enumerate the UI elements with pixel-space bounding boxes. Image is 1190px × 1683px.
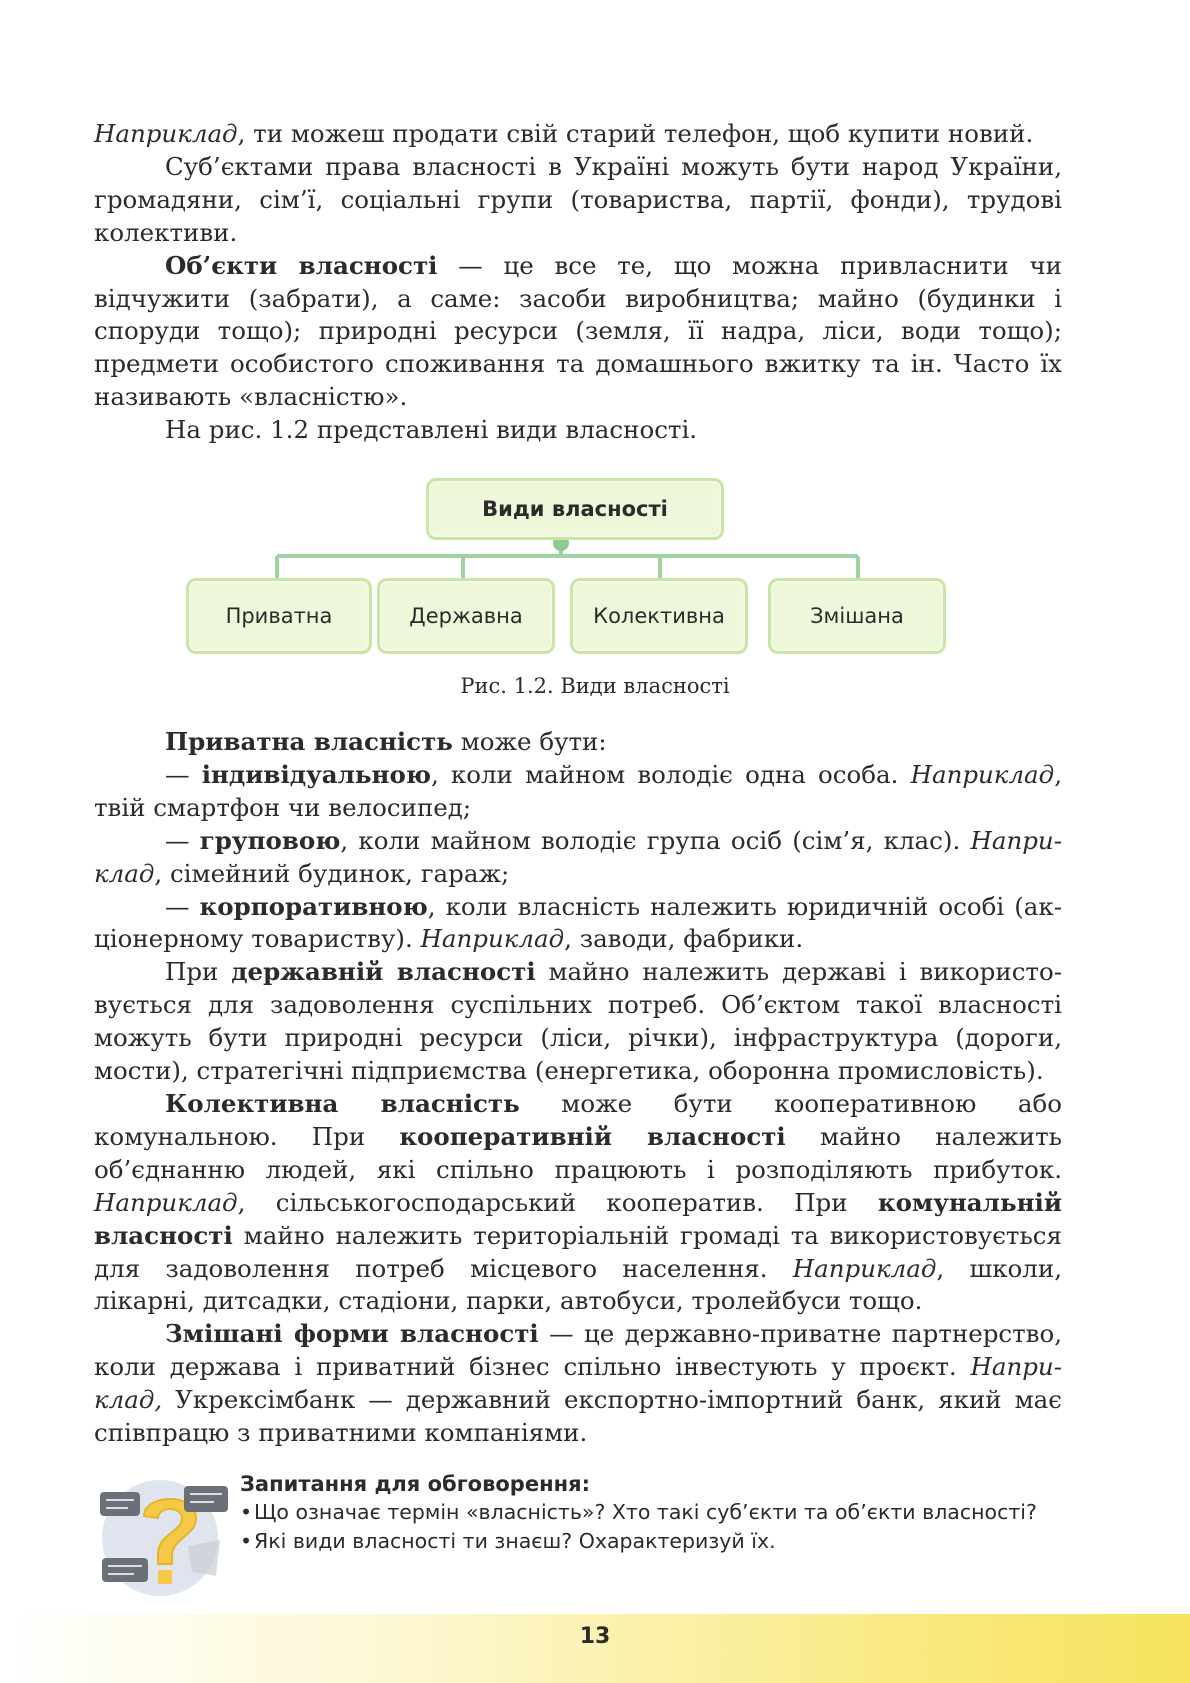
example-label: Наприклад — [94, 1187, 238, 1217]
example-label: Наприклад — [94, 825, 1062, 888]
diagram-root-label: Види власності — [482, 497, 668, 521]
bullet-icon: • — [240, 1529, 253, 1553]
diagram-label-private: Приватна — [225, 604, 333, 628]
term-cooperative-property: кооперативній власності — [399, 1121, 786, 1151]
question-text: Що означає термін «власність»? Хто такі суб’єкти та об’єкти власності? — [254, 1500, 1037, 1524]
figure-caption: Рис. 1.2. Види власності — [460, 674, 730, 698]
term-collective-property: Колективна власність — [165, 1088, 520, 1118]
paragraph-text: , сільськогосподарський кооператив. При — [237, 1187, 878, 1217]
intro-paragraph-4: На рис. 1.2 представлені види власності. — [165, 415, 698, 445]
paragraph-text: , школи, лікарні, дитсадки, стадіони, парки, автобуси, тролейбуси тощо. — [94, 1253, 1062, 1316]
example-label: Наприклад — [94, 119, 238, 148]
intro-paragraph-2: Суб’єктами права власності в Україні можуть бути народ України, громадяни, сім’ї, соціальні групи (товариства, партії, фонди), трудові колективи. — [94, 151, 1062, 247]
discussion-questions — [240, 1472, 1100, 1558]
term-private-property: Приватна власність — [165, 727, 453, 756]
page-number: 13 — [579, 1624, 611, 1649]
state-property-paragraph — [94, 956, 1062, 1088]
diagram-label-state: Державна — [409, 604, 523, 628]
example-label: Наприклад — [910, 759, 1055, 789]
mixed-property-paragraph — [94, 1318, 1062, 1450]
question-discussion-icon — [92, 1468, 232, 1598]
paragraph-text: , сімейний будинок, гараж; — [154, 858, 510, 888]
intro-paragraph-1 — [94, 118, 1062, 151]
term-state-property: державній власності — [231, 957, 536, 987]
diagram-label-collective: Колективна — [593, 604, 725, 628]
term-individual: індивідуальною — [201, 759, 431, 789]
paragraph-text: , коли власність належить юридичній особі (акціонерному товариству). — [94, 891, 1062, 954]
paragraph-text: може бути кооперативною або комунальною. При — [94, 1088, 1063, 1151]
paragraph-text: може бути: — [452, 727, 607, 756]
diagram-box-mixed — [768, 578, 946, 654]
questions-title: Запитання для обговорення: — [240, 1472, 590, 1496]
paragraph-text: Укрексімбанк — державний експортно-імпортний банк, який має співпрацю з приватними компаніями. — [94, 1385, 1062, 1448]
question-item — [240, 1500, 1100, 1524]
paragraph-text: , заводи, фабрики. — [564, 924, 804, 954]
intro-text — [94, 118, 1062, 447]
term-communal-property: комунальній власності — [94, 1187, 1062, 1250]
diagram-box-collective — [570, 578, 748, 654]
diagram-box-state — [377, 578, 555, 654]
term-mixed-property: Змішані форми власності — [165, 1319, 539, 1349]
term-group: груповою — [199, 825, 341, 855]
dash: — — [165, 825, 200, 855]
question-text: Які види власності ти знаєш? Охарактеризуй їх. — [254, 1529, 776, 1553]
diagram-label-mixed: Змішана — [810, 604, 904, 628]
dash: — — [165, 891, 200, 921]
paragraph-text: майно належить територіальній громаді та використовується для задоволення потреб місцевого населення. — [94, 1220, 1062, 1283]
private-group — [94, 825, 1062, 891]
question-item — [240, 1529, 1100, 1553]
paragraph-text: При — [165, 957, 232, 987]
intro-paragraph-3 — [94, 250, 1062, 415]
paragraph-text: майно належить державі і використовується для задоволення суспільних потреб. Об’єктом такої власності можуть бути природні ресурси (ліси, річки), інфраструктура (дороги, мости), стратегічні підприємства (енергетика, оборонна промисловість). — [94, 957, 1062, 1086]
dash: — — [165, 759, 202, 789]
term-objects-of-property: Об’єкти власності — [165, 250, 438, 280]
paragraph-text: , коли майном володіє група осіб (сім’я, клас). — [340, 825, 971, 855]
private-individual — [94, 759, 1062, 825]
paragraph-text: , твій смартфон чи велосипед; — [94, 759, 1062, 822]
paragraph-text: майно належить об’єднанню людей, які спільно працюють і розподіляють прибуток. — [94, 1121, 1062, 1184]
diagram-root-box — [426, 478, 724, 540]
collective-property-paragraph — [94, 1088, 1062, 1318]
paragraph-text: , ти можеш продати свій старий телефон, щоб купити новий. — [237, 119, 1034, 148]
private-corporate — [94, 891, 1062, 957]
paragraph-text: , коли майном володіє одна особа. — [430, 759, 911, 789]
bullet-icon: • — [240, 1500, 253, 1524]
example-label: Наприклад — [420, 924, 565, 954]
example-label: Наприклад, — [94, 1352, 1062, 1415]
paragraph-text: — це державно-приватне партнерство, коли держава і приватний бізнес спільно інвестують у проєкт. — [94, 1319, 1062, 1382]
private-intro — [94, 726, 1062, 759]
term-corporate: корпоративною — [199, 891, 428, 921]
body-text — [94, 726, 1062, 1450]
diagram-box-private — [186, 578, 372, 654]
paragraph-text: — це все те, що можна привласнити чи відчужити (забрати), а саме: засоби виробництва; майно (будинки і споруди тощо); природні ресурси (земля, її надра, ліси, води тощо); предмети особистого споживання та домашнього вжитку та ін. Часто їх називають «власністю». — [94, 250, 1062, 412]
example-label: Наприклад — [792, 1253, 937, 1283]
